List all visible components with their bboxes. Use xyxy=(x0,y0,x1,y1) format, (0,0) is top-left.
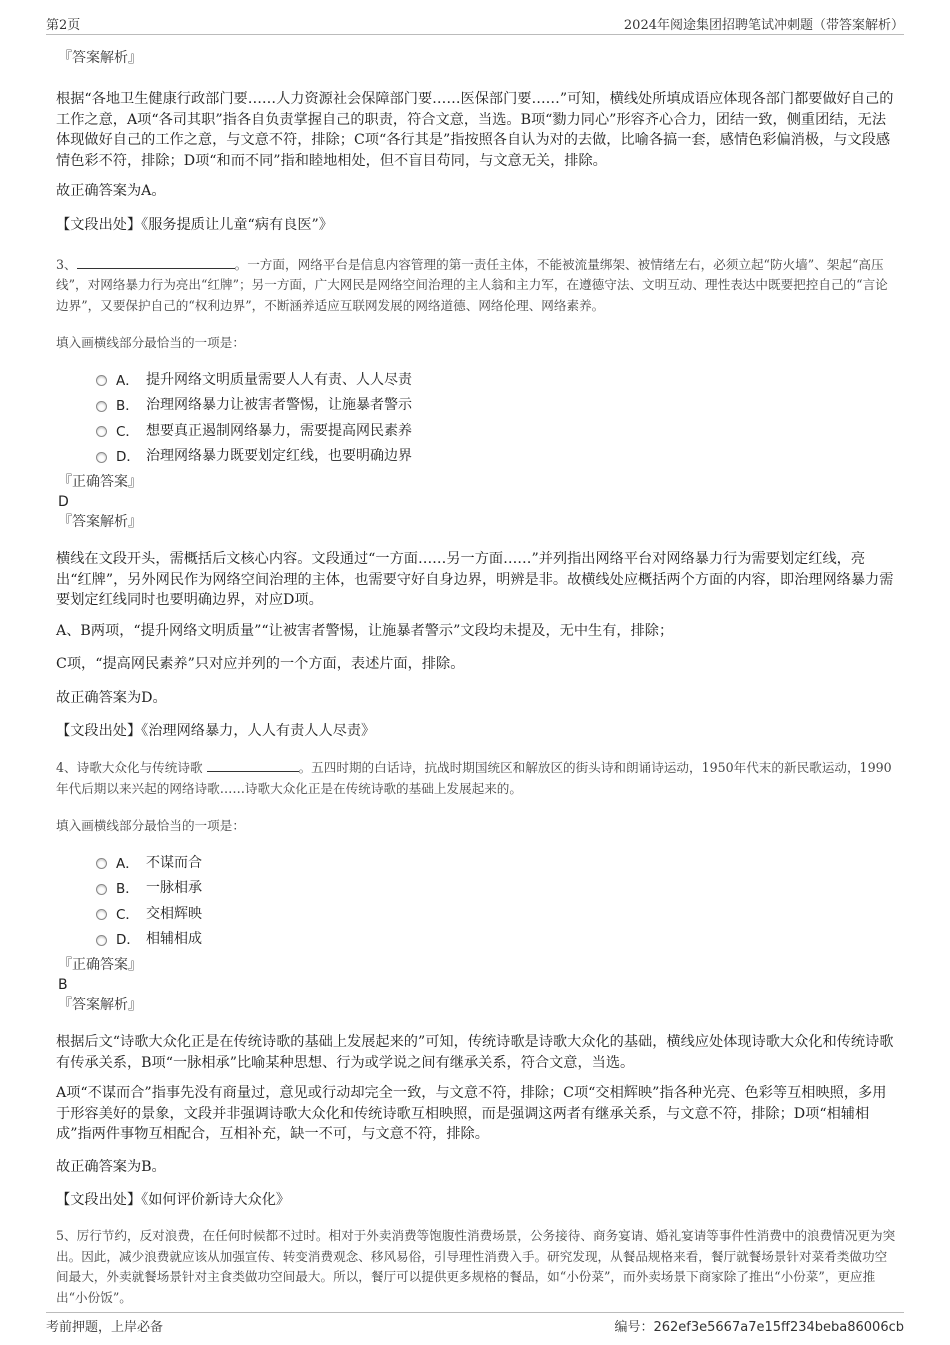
q3-analysis-label: 『答案解析』 xyxy=(58,514,142,530)
radio-icon[interactable] xyxy=(96,375,107,386)
q3-option-b[interactable]: B． 治理网络暴力让被害者警惕，让施暴者警示 xyxy=(96,392,896,418)
q3-answer-label: 『正确答案』 xyxy=(58,474,142,490)
q4-stem xyxy=(56,758,896,799)
q3-option-c[interactable]: C． 想要真正遏制网络暴力，需要提高网民素养 xyxy=(96,417,896,443)
q3-blank-line xyxy=(77,255,235,269)
q4-text: 。五四时期的白话诗，抗战时期国统区和解放区的街头诗和朗诵诗运动，1950年代末的新民歌运动，1990年代后期以来兴起的网络诗歌……诗歌大众化正是在传统诗歌的基础上发展起来的。 xyxy=(56,760,892,796)
radio-icon[interactable] xyxy=(96,426,107,437)
q3-options xyxy=(96,366,896,468)
q4-option-a[interactable]: A． 不谋而合 xyxy=(96,849,896,875)
page-number: 第2页 xyxy=(46,18,81,33)
document-title: 2024年阅途集团招聘笔试冲刺题（带答案解析） xyxy=(623,18,904,33)
q4-analysis-label: 『答案解析』 xyxy=(58,997,142,1013)
q3-option-a[interactable]: A． 提升网络文明质量需要人人有责、人人尽责 xyxy=(96,366,896,392)
q4-option-d[interactable]: D． 相辅相成 xyxy=(96,926,896,952)
q5-stem xyxy=(56,1226,896,1308)
q4-option-b[interactable]: B． 一脉相承 xyxy=(96,875,896,901)
q3-analysis-para: A、B两项，“提升网络文明质量”“让被害者警惕，让施暴者警示”文段均未提及，无中生有，排除； xyxy=(56,622,674,639)
page-footer xyxy=(46,1312,904,1336)
radio-icon[interactable] xyxy=(96,452,107,463)
q4-blank-line xyxy=(207,758,299,772)
q2-analysis-text: 根据“各地卫生健康行政部门要……人力资源社会保障部门要……医保部门要……”可知，横线处所填成语应体现各部门都要做好自己的工作之意，A项“各司其职”指各自负责掌握自己的职责，符合文意，当选。B项“勠力同心”形容齐心合力，团结一致，侧重团结，无法体现做好自己的工作之意，与文意不符，排除；C项“各行其是”指按照各自认为对的去做，比喻各搞一套，感情色彩偏消极，与文段感情色彩不符，排除；D项“和而不同”指和睦地相处，但不盲目苟同，与文意无关，排除。 xyxy=(56,91,894,169)
radio-icon[interactable] xyxy=(96,935,107,946)
q4-option-c[interactable]: C． 交相辉映 xyxy=(96,900,896,926)
q3-analysis-para: 横线在文段开头，需概括后文核心内容。文段通过“一方面……另一方面……”并列指出网络平台对网络暴力行为需要划定红线，亮出“红牌”，另外网民作为网络空间治理的主体，也需要守好自身边界，明辨是非。故横线处应概括两个方面的内容，即治理网络暴力需要划定红线同时也要明确边界，对应D项。 xyxy=(56,551,894,608)
q2-analysis-label: 『答案解析』 xyxy=(58,50,142,66)
document-code xyxy=(614,1316,904,1335)
footer-slogan: 考前押题，上岸必备 xyxy=(46,1320,164,1335)
q3-stem xyxy=(56,255,896,317)
radio-icon[interactable] xyxy=(96,858,107,869)
q2-conclusion: 故正确答案为A。 xyxy=(56,183,166,199)
q4-prompt: 填入画横线部分最恰当的一项是： xyxy=(56,818,245,833)
code-label: 编号： xyxy=(614,1320,654,1335)
q2-source: 【文段出处】《服务提质让儿童“病有良医”》 xyxy=(56,216,333,233)
page-content xyxy=(56,40,896,1321)
radio-icon[interactable] xyxy=(96,909,107,920)
q4-analysis-para: 根据后文“诗歌大众化正是在传统诗歌的基础上发展起来的”可知，传统诗歌是诗歌大众化的基础，横线应处体现诗歌大众化和传统诗歌有传承关系，B项“一脉相承”比喻某种思想、行为或学说之间有继承关系，符合文意，当选。 xyxy=(56,1034,894,1071)
q3-prompt: 填入画横线部分最恰当的一项是： xyxy=(56,335,245,350)
page-header xyxy=(46,14,904,35)
q3-analysis-para: C项，“提高网民素养”只对应并列的一个方面，表述片面，排除。 xyxy=(56,656,465,672)
radio-icon[interactable] xyxy=(96,401,107,412)
q4-source: 【文段出处】《如何评价新诗大众化》 xyxy=(56,1192,291,1208)
q3-option-d[interactable]: D． 治理网络暴力既要划定红线，也要明确边界 xyxy=(96,443,896,469)
q3-source: 【文段出处】《治理网络暴力，人人有责人人尽责》 xyxy=(56,723,376,739)
q3-number: 3、 xyxy=(56,256,77,272)
q5-number: 5、 xyxy=(56,1228,77,1243)
code-value: 262ef3e5667a7e15ff234beba86006cb xyxy=(653,1320,904,1335)
radio-icon[interactable] xyxy=(96,884,107,895)
q4-text-before: 诗歌大众化与传统诗歌 xyxy=(76,760,203,775)
q3-answer: D xyxy=(58,494,69,510)
q3-text: 。一方面，网络平台是信息内容管理的第一责任主体，不能被流量绑架、被情绪左右，必须立起“防火墙”、架起“高压线”，对网络暴力行为亮出“红牌”；另一方面，广大网民是网络空间治理的主人翁和主力军，在遵德守法、文明互动、理性表达中既要把控自己的“言论边界”，又要保护自己的“权利边界”，不断涵养适应互联网发展的网络道德、网络伦理、网络素养。 xyxy=(56,256,888,313)
q4-answer: B xyxy=(58,977,68,993)
q4-analysis-para: A项“不谋而合”指事先没有商量过，意见或行动却完全一致，与文意不符，排除；C项“交相辉映”指各种光亮、色彩等互相映照，多用于形容美好的景象，文段并非强调诗歌大众化和传统诗歌互相映照，而是强调这两者有继承关系，与文意不符，排除；D项“相辅相成”指两件事物互相配合，互相补充，缺一不可，与文意不符，排除。 xyxy=(56,1085,887,1142)
q4-options xyxy=(96,849,896,951)
q4-number: 4、 xyxy=(56,760,77,775)
q4-conclusion: 故正确答案为B。 xyxy=(56,1158,166,1175)
q5-text: 厉行节约，反对浪费，在任何时候都不过时。相对于外卖消费等饱腹性消费场景，公务接待、商务宴请、婚礼宴请等事件性消费中的浪费情况更为突出。因此，减少浪费就应该从加强宣传、转变消费观念、移风易俗，引导理性消费入手。研究发现，从餐品规格来看，餐厅就餐场景针对菜肴类做功空间最大，外卖就餐场景针对主食类做功空间最大。所以，餐厅可以提供更多规格的餐品，如“小份菜”，而外卖场景下商家除了推出“小份菜”，更应推出“小份饭”。 xyxy=(56,1228,896,1305)
q4-answer-label: 『正确答案』 xyxy=(58,957,142,973)
q3-conclusion: 故正确答案为D。 xyxy=(56,689,167,706)
